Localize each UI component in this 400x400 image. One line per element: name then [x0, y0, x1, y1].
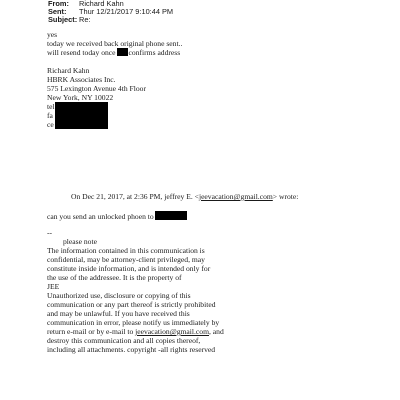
disclaimer-line: and may be unlawful. If you have received this	[47, 309, 190, 318]
reply-line-3-end: confirms address	[128, 48, 181, 57]
disclaimer-line: communication or any part thereof is strictly prohibited	[47, 300, 216, 309]
disclaimer-line: destroy this communication and all copies thereof,	[47, 336, 201, 345]
signature-address-1: 575 Lexington Avenue 4th Floor	[47, 84, 146, 93]
please-note: please note	[63, 237, 97, 246]
signature-name: Richard Kahn	[47, 66, 90, 75]
quoted-message-text: can you send an unlocked phoen to	[47, 212, 154, 221]
redaction-box	[155, 211, 187, 220]
quoted-message	[47, 211, 187, 221]
disclaimer-line: JEE	[47, 282, 60, 291]
sent-value: Thur 12/21/2017 9:10:44 PM	[79, 7, 174, 16]
signature-tel: tel	[47, 102, 55, 111]
redaction-box	[55, 102, 108, 129]
disclaimer-line: including all attachments. copyright -all rights reserved	[47, 345, 216, 354]
reply-line-1: yes	[47, 30, 58, 39]
disclaimer-return-line	[47, 327, 224, 336]
return-email-link[interactable]: jeevacation@gmail.com	[135, 327, 209, 336]
reply-line-3-start: will resend today once	[47, 48, 116, 57]
from-label: From:	[48, 0, 69, 8]
signature-cell: ce	[47, 120, 54, 129]
disclaimer-line: constitute inside information, and is intended only for	[47, 264, 211, 273]
signature-address-2: New York, NY 10022	[47, 93, 114, 102]
from-value: Richard Kahn	[79, 0, 124, 8]
quoted-intro-start: On Dec 21, 2017, at 2:36 PM, jeffrey E. <	[71, 192, 199, 201]
reply-line-3	[47, 48, 180, 57]
subject-label: Subject:	[48, 15, 78, 24]
disclaimer-line: The information contained in this communication is	[47, 246, 205, 255]
disclaimer-line: Unauthorized use, disclosure or copying of this	[47, 291, 191, 300]
subject-value: Re:	[79, 15, 91, 24]
disclaimer-line: confidential, may be attorney-client privileged, may	[47, 255, 205, 264]
disclaimer-line: communication in error, please notify us immediately by	[47, 318, 220, 327]
return-text-start: return e-mail or by e-mail to	[47, 327, 136, 336]
redaction-box	[117, 48, 128, 56]
quoted-intro	[71, 192, 298, 201]
signature-company: HBRK Associates Inc.	[47, 75, 116, 84]
reply-line-2: today we received back original phone sent..	[47, 39, 183, 48]
disclaimer-line: the use of the addressee. It is the property of	[47, 273, 182, 282]
separator-dashes: --	[47, 228, 53, 237]
sent-label: Sent:	[48, 7, 67, 16]
quoted-intro-end: > wrote:	[272, 192, 299, 201]
sender-email-link[interactable]: jeevacation@gmail.com	[198, 192, 273, 201]
signature-fax: fa	[47, 111, 53, 120]
return-text-end: , and	[208, 327, 224, 336]
